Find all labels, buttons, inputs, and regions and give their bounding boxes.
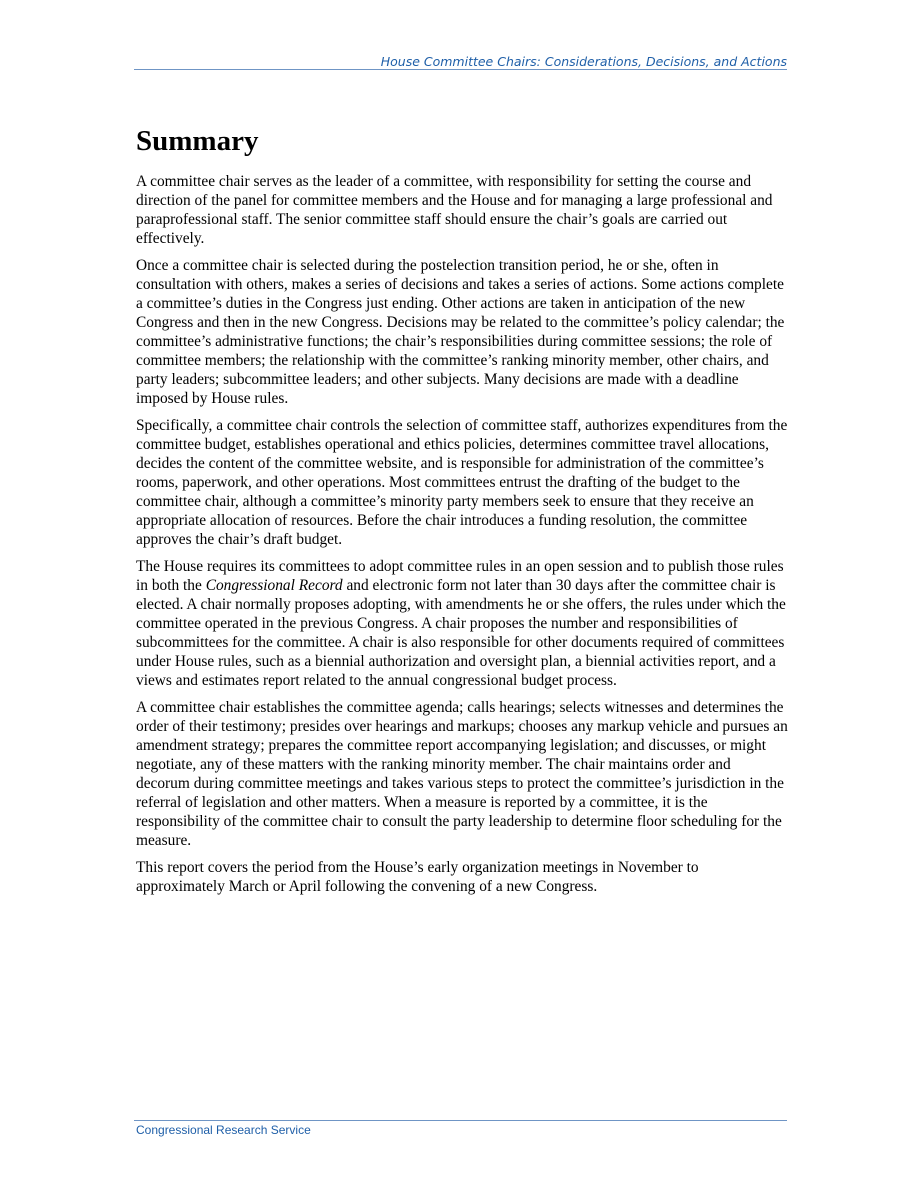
paragraph-4-text-start: The House requires its committees to adopt committee rules in an open session and to publish those rules in both the — [136, 558, 784, 594]
publication-title: Congressional Record — [205, 577, 343, 594]
paragraph-4-text-end: and electronic form not later than 30 days after the committee chair is elected. A chair normally proposes adopting, with amendments he or she offers, the rules under which the committee operated in the previous Congress. A chair proposes the number and responsibilities of subcommittees for the committee. A chair is also responsible for other documents required of committees under House rules, such as a biennial authorization and oversight plan, a biennial activities report, and a views and estimates report related to the annual congressional budget process. — [136, 577, 786, 689]
running-header-title: House Committee Chairs: Considerations, Decisions, and Actions — [380, 54, 787, 69]
summary-section — [136, 122, 788, 904]
summary-paragraph-1: A committee chair serves as the leader of a committee, with responsibility for setting the course and direction of the panel for committee members and the House and for managing a large professional and paraprofessional staff. The senior committee staff should ensure the chair’s goals are carried out effectively. — [136, 173, 773, 247]
summary-paragraph-4 — [136, 557, 788, 690]
section-heading: Summary — [136, 125, 259, 157]
footer-divider — [134, 1120, 787, 1121]
summary-paragraph-2: Once a committee chair is selected during the postelection transition period, he or she, often in consultation with others, makes a series of decisions and takes a series of actions. Some actions complete a committee’s duties in the Congress just ending. Other actions are taken in anticipation of the new Congress and then in the new Congress. Decisions may be related to the committee’s policy calendar; the committee’s administrative functions; the chair’s responsibilities during committee sessions; the role of committee members; the relationship with the committee’s ranking minority member, other chairs, and party leaders; subcommittee leaders; and other subjects. Many decisions are made with a deadline imposed by House rules. — [136, 257, 785, 407]
footer-publisher: Congressional Research Service — [136, 1123, 311, 1137]
summary-paragraph-6: This report covers the period from the House’s early organization meetings in November to approximately March or April following the convening of a new Congress. — [136, 859, 699, 895]
summary-paragraph-3: Specifically, a committee chair controls the selection of committee staff, authorizes expenditures from the committee budget, establishes operational and ethics policies, determines committee travel allocations, decides the content of the committee website, and is responsible for administration of the committee’s rooms, paperwork, and other operations. Most committees entrust the drafting of the budget to the committee chair, although a committee’s minority party members seek to ensure that they receive an appropriate allocation of resources. Before the chair introduces a funding resolution, the committee approves the chair’s draft budget. — [136, 417, 788, 548]
summary-paragraph-5: A committee chair establishes the committee agenda; calls hearings; selects witnesses and determines the order of their testimony; presides over hearings and markups; chooses any markup vehicle and pursues an amendment strategy; prepares the committee report accompanying legislation; and discusses, or might negotiate, any of these matters with the ranking minority member. The chair maintains order and decorum during committee meetings and takes various steps to protect the committee’s jurisdiction in the referral of legislation and other matters. When a measure is reported by a committee, it is the responsibility of the committee chair to consult the party leadership to determine floor scheduling for the measure. — [136, 699, 788, 849]
header-divider — [134, 69, 787, 70]
